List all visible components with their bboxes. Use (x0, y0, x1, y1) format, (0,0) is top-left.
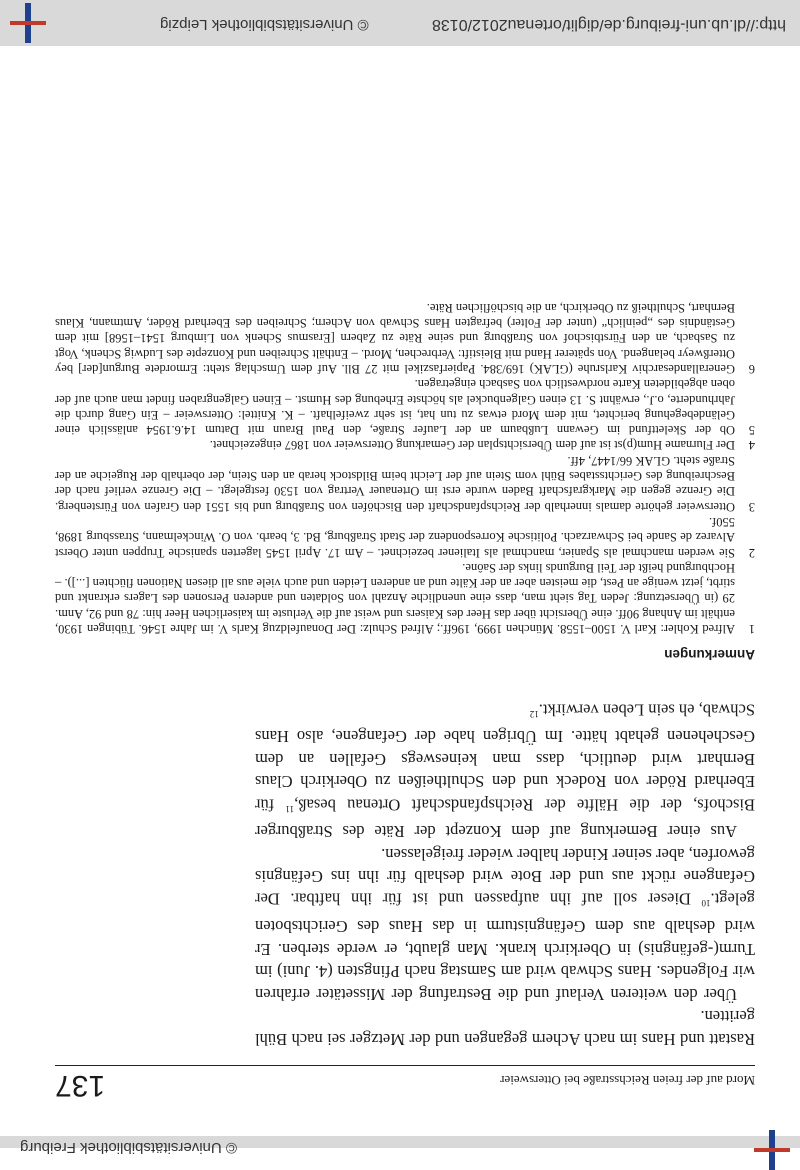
note: 4 Der Flurname Hum(p)st ist auf dem Übersichtsplan der Gemarkung Ottersweier von 1867 eingezeichnet. (209, 438, 755, 453)
university-logo-icon (754, 1130, 790, 1170)
body-text (255, 698, 755, 1050)
note: 3 Ottersweier gehörte damals innerhalb der Reichspfandschaft den Bischöfen von Straßburg und bis 1551 den Grafen von Fürstenberg. Die Grenze gegen die Markgrafschaft Baden wurde erst im Ortenauer Vertrag von 1530 festgelegt. – Die Grenze verlief nach der Beschreibung des Gerichtsstabes Bühl vom Stein auf der Leicht beim Bildstock herab an den Stein, der oberhalb der Rugeiche an der Straße steht. GLAK 66/1447, 4ff. (55, 453, 755, 514)
running-title: Mord auf der freien Reichsstraße bei Ottersweier (500, 1073, 755, 1088)
library-credit-bottom: © Universitätsbibliothek Leipzig (160, 16, 369, 33)
footnote-ref: 12 (529, 708, 539, 719)
notes-heading: Anmerkungen (664, 647, 755, 662)
page-header (55, 1065, 755, 1102)
university-logo-icon (10, 3, 46, 43)
note: 2 Sie werden manchmal als Spanier, manchmal als Italiener bezeichnet. – Am 17. April 1545 lagerten spanische Truppen unter Oberst Alvarez de Sande bei Schwarzach. Politische Korrespondenz der Stadt Straßburg, Bd. 3, bearb. von O. Winckelmann, Strassburg 1898, 550f. (55, 514, 755, 560)
page-url-link[interactable]: http://dl.ub.uni-freiburg.de/diglit/ortenau2012/0138 (431, 16, 786, 33)
footnote-ref: 10 (701, 898, 711, 909)
notes-list (55, 299, 755, 636)
paragraph: Über den weiteren Verlauf und die Bestrafung der Missetäter erfahren wir Folgendes. Hans Schwab wird am Samstag nach Pfingsten (4. Juni) im Turm(-gefängnis) in Oberkirch krank. Man glaubt, er werde sterben. Er wird deshalb aus dem Gefängnisturm in das Haus des Gerichtsboten gelegt.$^{10}$ Dieser soll auf ihn aufpassen und ist für ihn haftbar. Der Gefangene rückt aus und der Bote wird deshalb für ihn ins Gefängnis geworfen, aber seiner Kinder halber wieder freigelassen. (254, 844, 755, 1004)
viewer-top-bar (0, 1136, 800, 1156)
library-credit-top: © Universitätsbibliothek Freiburg (20, 1139, 237, 1156)
footnote-ref: 11 (285, 803, 295, 814)
note: 1 Alfred Kohler: Karl V. 1500–1558. München 1999, 196ff.; Alfred Schulz: Der Donaufeldzug Karls V. im Jahre 1546. Tübingen 1930, enthält im Anhang 90ff. eine Übersicht über das Heer des Kaisers und weist auf die Verluste im kaiserlichen Heer hin: 78 und 92, Anm. 29 (in Übersetzung: Jeden Tag sieht man, dass eine unendliche Anzahl von Soldaten und anderen Personen des Lagers erkrankt und stirbt, jetzt wenige an Pest, die meisten aber an der Kälte und an anderen Leiden und auch viele aus all diesen Nationen flüchten [...]). – Hochburgund heißt der Teil Burgunds links der Saône. (55, 560, 755, 636)
paragraph: Aus einer Bemerkung auf dem Konzept der Räte des Straßburger Bischofs, der die Hälfte der Reichspfandschaft Ortenau besaß,$^{11}$ für Eberhard Röder von Rodeck und den Schultheißen zu Oberkirch Claus Bernhart wird deutlich, dass man keineswegs Gefallen an dem Geschehenen gehabt hätte. Im Übrigen habe der Gefangene, also Hans Schwab, eh sein Leben verwirkt.$^{12}$ (255, 700, 755, 842)
page-number: 137 (55, 1069, 106, 1102)
note: 5 Ob der Skelettfund im Gewann Lußbaum an der Laufer Straße, den Paul Braun mit Datum 14.6.1954 anlässlich einer Geländebegehung berichtet, mit dem Mord etwas zu tun hat, ist sehr zweifelhaft. – K. Knittel: Ottersweier – Ein Gang durch die Jahrhunderte, o.J., erwähnt S. 13 einen Galgenbuckel als höchste Erhebung des Humst. – Einen Galgengraben findet man auch auf der oben abgebildeten Karte nordwestlich von Sasbach eingetragen. (55, 377, 755, 438)
paragraph: Rastatt und Hans im nach Achern gegangen und der Metzger sei nach Bühl geritten. (255, 1007, 755, 1049)
viewer-bottom-bar (0, 0, 800, 46)
note: 6 Generallandesarchiv Karlsruhe (GLAK) 169/384. Papierfaszikel mit 27 Bll. Auf dem Umschlag steht: Ermordete Burgun[der] bey Otterßweyr belangend. Von späterer Hand mit Bleistift: Verbrechen, Mord. – Enthält Schreiben und Konzepte des Ludwig Schenk, Vogt zu Sasbach, an den Fürstbischof von Straßburg und seine Räte zu Zabern [Erasmus Schenk von Limburg 1541–1568] mit dem Geständnis des „peinlich“ (unter der Folter) befragten Hans Schwab von Achern; Schreiben des Eberhard Röder, Amtmann, Klaus Bernhart, Schultheiß zu Oberkirch, an die bischöflichen Räte. (55, 300, 755, 376)
